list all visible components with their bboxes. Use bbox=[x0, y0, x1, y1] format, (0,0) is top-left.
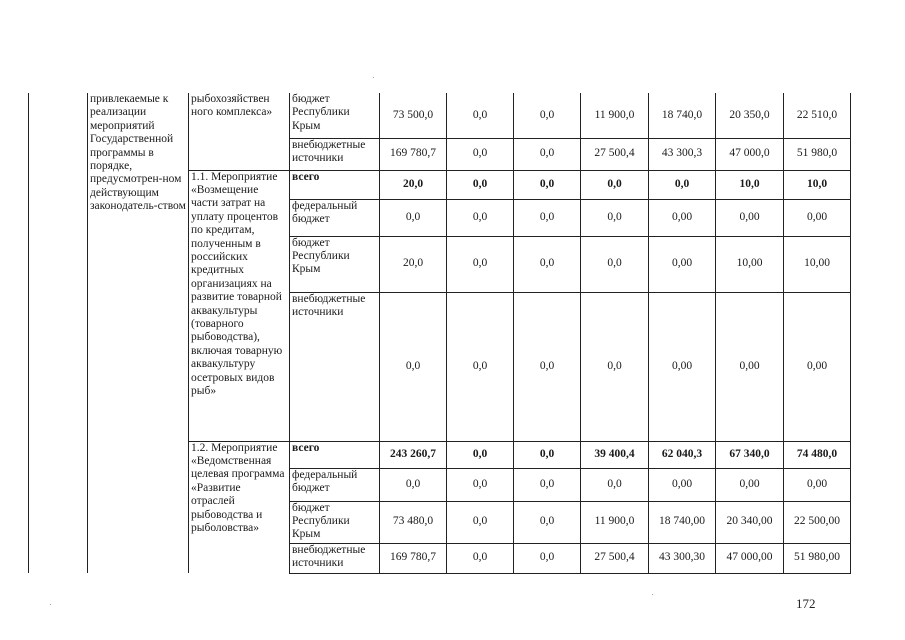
value-cell: 0,0 bbox=[380, 199, 447, 236]
value-cell: 0,0 bbox=[514, 501, 581, 543]
value-cell: 20,0 bbox=[380, 170, 447, 199]
value-cell: 18 740,0 bbox=[649, 93, 716, 138]
value-cell: 20,0 bbox=[380, 236, 447, 292]
value-cell: 0,0 bbox=[447, 441, 514, 468]
source-cell: внебюджетные источники bbox=[290, 292, 380, 441]
value-cell: 169 780,7 bbox=[380, 138, 447, 170]
source-cell: всего bbox=[290, 170, 380, 199]
source-cell: всего bbox=[290, 441, 380, 468]
value-cell: 73 500,0 bbox=[380, 93, 447, 138]
page-number: 172 bbox=[796, 596, 816, 611]
value-cell: 0,0 bbox=[514, 170, 581, 199]
budget-table bbox=[28, 93, 851, 574]
value-cell: 47 000,0 bbox=[716, 138, 784, 170]
source-cell: внебюджетные источники bbox=[290, 543, 380, 573]
source-cell: бюджет Республики Крым bbox=[290, 93, 380, 138]
scan-speck bbox=[652, 594, 653, 595]
value-cell: 74 480,0 bbox=[784, 441, 851, 468]
value-cell: 0,0 bbox=[447, 501, 514, 543]
value-cell: 0,0 bbox=[514, 441, 581, 468]
value-cell: 169 780,7 bbox=[380, 543, 447, 573]
value-cell: 22 510,0 bbox=[784, 93, 851, 138]
value-cell: 0,00 bbox=[649, 236, 716, 292]
value-cell: 0,0 bbox=[447, 468, 514, 501]
value-cell: 0,0 bbox=[447, 236, 514, 292]
value-cell: 51 980,0 bbox=[784, 138, 851, 170]
value-cell: 10,0 bbox=[784, 170, 851, 199]
value-cell: 0,0 bbox=[581, 199, 649, 236]
value-cell: 73 480,0 bbox=[380, 501, 447, 543]
subprogram-cell: рыбохозяйствен ного комплекса» bbox=[189, 93, 290, 170]
value-cell: 0,00 bbox=[649, 199, 716, 236]
source-cell: бюджет Республики Крым bbox=[290, 236, 380, 292]
value-cell: 10,0 bbox=[716, 170, 784, 199]
value-cell: 47 000,00 bbox=[716, 543, 784, 573]
value-cell: 0,0 bbox=[447, 292, 514, 441]
value-cell: 0,0 bbox=[447, 199, 514, 236]
value-cell: 62 040,3 bbox=[649, 441, 716, 468]
value-cell: 0,0 bbox=[514, 468, 581, 501]
value-cell: 43 300,30 bbox=[649, 543, 716, 573]
value-cell: 67 340,0 bbox=[716, 441, 784, 468]
value-cell: 0,00 bbox=[784, 199, 851, 236]
value-cell: 0,00 bbox=[784, 292, 851, 441]
value-cell: 0,0 bbox=[581, 468, 649, 501]
value-cell: 0,00 bbox=[649, 468, 716, 501]
value-cell: 0,0 bbox=[581, 170, 649, 199]
table-row bbox=[29, 93, 851, 138]
measure-1-2-cell: 1.2. Мероприятие «Ведомственная целевая программа «Развитие отраслей рыбоводства и рыболовства» bbox=[189, 441, 290, 573]
source-cell: бюджет Республики Крым bbox=[290, 501, 380, 543]
source-cell: федеральный бюджет bbox=[290, 199, 380, 236]
value-cell: 0,0 bbox=[514, 236, 581, 292]
value-cell: 10,00 bbox=[716, 236, 784, 292]
value-cell: 43 300,3 bbox=[649, 138, 716, 170]
scan-speck bbox=[50, 604, 51, 605]
value-cell: 51 980,00 bbox=[784, 543, 851, 573]
value-cell: 20 350,0 bbox=[716, 93, 784, 138]
value-cell: 20 340,00 bbox=[716, 501, 784, 543]
blank-column-cell bbox=[29, 93, 88, 573]
value-cell: 0,0 bbox=[514, 138, 581, 170]
value-cell: 0,0 bbox=[581, 292, 649, 441]
value-cell: 0,00 bbox=[649, 292, 716, 441]
value-cell: 27 500,4 bbox=[581, 138, 649, 170]
value-cell: 0,00 bbox=[784, 468, 851, 501]
value-cell: 0,0 bbox=[514, 199, 581, 236]
value-cell: 22 500,00 bbox=[784, 501, 851, 543]
value-cell: 0,0 bbox=[447, 170, 514, 199]
value-cell: 0,00 bbox=[716, 292, 784, 441]
value-cell: 0,0 bbox=[380, 292, 447, 441]
value-cell: 0,00 bbox=[716, 199, 784, 236]
value-cell: 0,0 bbox=[447, 543, 514, 573]
source-cell: внебюджетные источники bbox=[290, 138, 380, 170]
value-cell: 0,0 bbox=[514, 93, 581, 138]
value-cell: 0,00 bbox=[716, 468, 784, 501]
measure-1-1-cell: 1.1. Мероприятие «Возмещение части затрат на уплату процентов по кредитам, полученным в российских кредитных организациях на развитие товарной аквакультуры (товарного рыбоводства), включая товарную аквакультуру осетровых видов рыб» bbox=[189, 170, 290, 441]
value-cell: 11 900,0 bbox=[581, 93, 649, 138]
participants-cell: привлекаемые к реализации мероприятий Государственной программы в порядке, предусмотрен-ном действующим законодатель-ством bbox=[88, 93, 189, 573]
scan-speck bbox=[373, 77, 374, 78]
value-cell: 243 260,7 bbox=[380, 441, 447, 468]
value-cell: 0,0 bbox=[581, 236, 649, 292]
value-cell: 0,0 bbox=[447, 93, 514, 138]
value-cell: 39 400,4 bbox=[581, 441, 649, 468]
value-cell: 10,00 bbox=[784, 236, 851, 292]
value-cell: 11 900,0 bbox=[581, 501, 649, 543]
value-cell: 0,0 bbox=[649, 170, 716, 199]
value-cell: 0,0 bbox=[514, 543, 581, 573]
value-cell: 0,0 bbox=[447, 138, 514, 170]
value-cell: 18 740,00 bbox=[649, 501, 716, 543]
value-cell: 0,0 bbox=[380, 468, 447, 501]
source-cell: федеральный бюджет bbox=[290, 468, 380, 501]
value-cell: 27 500,4 bbox=[581, 543, 649, 573]
value-cell: 0,0 bbox=[514, 292, 581, 441]
